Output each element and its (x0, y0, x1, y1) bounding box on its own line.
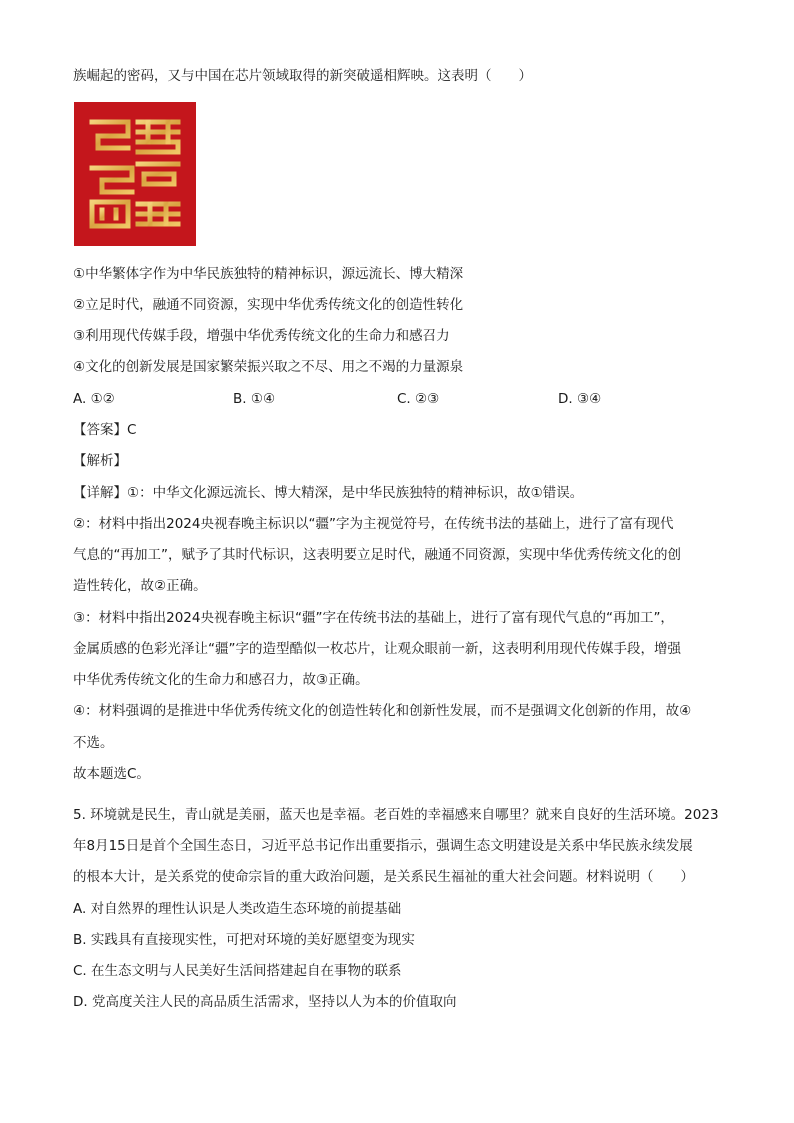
detail-line: 造性转化，故②正确。 (73, 578, 207, 594)
detail-line: 不选。 (73, 735, 114, 751)
q5-choice-d: D. 党高度关注人民的高品质生活需求，坚持以人为本的价值取向 (73, 994, 457, 1010)
detail-line: 金属质感的色彩光泽让“疆”字的造型酷似一枚芯片，让观众眼前一新，这表明利用现代传媒手段，增强 (73, 641, 681, 657)
q5-stem-line: 年8月15日是首个全国生态日，习近平总书记作出重要指示，强调生态文明建设是关系中华民族永续发展 (73, 838, 693, 854)
calligraphy-seal-image (74, 102, 196, 246)
detail-line: 【详解】①：中华文化源远流长、博大精深，是中华民族独特的精神标识，故①错误。 (73, 485, 584, 501)
seal-glyph-graphic (88, 118, 182, 230)
statement-4: ④文化的创新发展是国家繁荣振兴取之不尽、用之不竭的力量源泉 (73, 359, 464, 375)
q5-stem-line: 的根本大计，是关系党的使命宗旨的重大政治问题，是关系民生福祉的重大社会问题。材料说明（ ） (73, 869, 694, 885)
option-d: D. ③④ (558, 391, 602, 407)
detail-line: 中华优秀传统文化的生命力和感召力，故③正确。 (73, 672, 369, 688)
q5-choice-a: A. 对自然界的理性认识是人类改造生态环境的前提基础 (73, 901, 402, 917)
intro-line: 族崛起的密码，又与中国在芯片领域取得的新突破遥相辉映。这表明（ ） (73, 68, 532, 84)
statement-2: ②立足时代，融通不同资源，实现中华优秀传统文化的创造性转化 (73, 297, 464, 313)
option-b: B. ①④ (233, 391, 276, 407)
q5-stem-line: 5. 环境就是民生，青山就是美丽，蓝天也是幸福。老百姓的幸福感来自哪里？就来自良好的生活环境。2023 (73, 807, 719, 823)
statement-3: ③利用现代传媒手段，增强中华优秀传统文化的生命力和感召力 (73, 328, 450, 344)
option-a: A. ①② (73, 391, 115, 407)
detail-line: ③：材料中指出2024央视春晚主标识“疆”字在传统书法的基础上，进行了富有现代气息的“再加工”， (73, 610, 674, 626)
q5-choice-b: B. 实践具有直接现实性，可把对环境的美好愿望变为现实 (73, 932, 415, 948)
answer-label: 【答案】C (73, 422, 137, 438)
detail-conclusion: 故本题选C。 (73, 766, 150, 782)
analysis-title: 【解析】 (73, 453, 127, 469)
detail-line: ②：材料中指出2024央视春晚主标识以“疆”字为主视觉符号，在传统书法的基础上，进行了富有现代 (73, 516, 674, 532)
detail-line: 气息的“再加工”，赋予了其时代标识，这表明要立足时代，融通不同资源，实现中华优秀传统文化的创 (73, 547, 681, 563)
option-c: C. ②③ (397, 391, 440, 407)
statement-1: ①中华繁体字作为中华民族独特的精神标识，源远流长、博大精深 (73, 266, 464, 282)
q5-choice-c: C. 在生态文明与人民美好生活间搭建起自在事物的联系 (73, 963, 402, 979)
detail-line: ④：材料强调的是推进中华优秀传统文化的创造性转化和创新性发展，而不是强调文化创新的作用，故④ (73, 703, 692, 719)
